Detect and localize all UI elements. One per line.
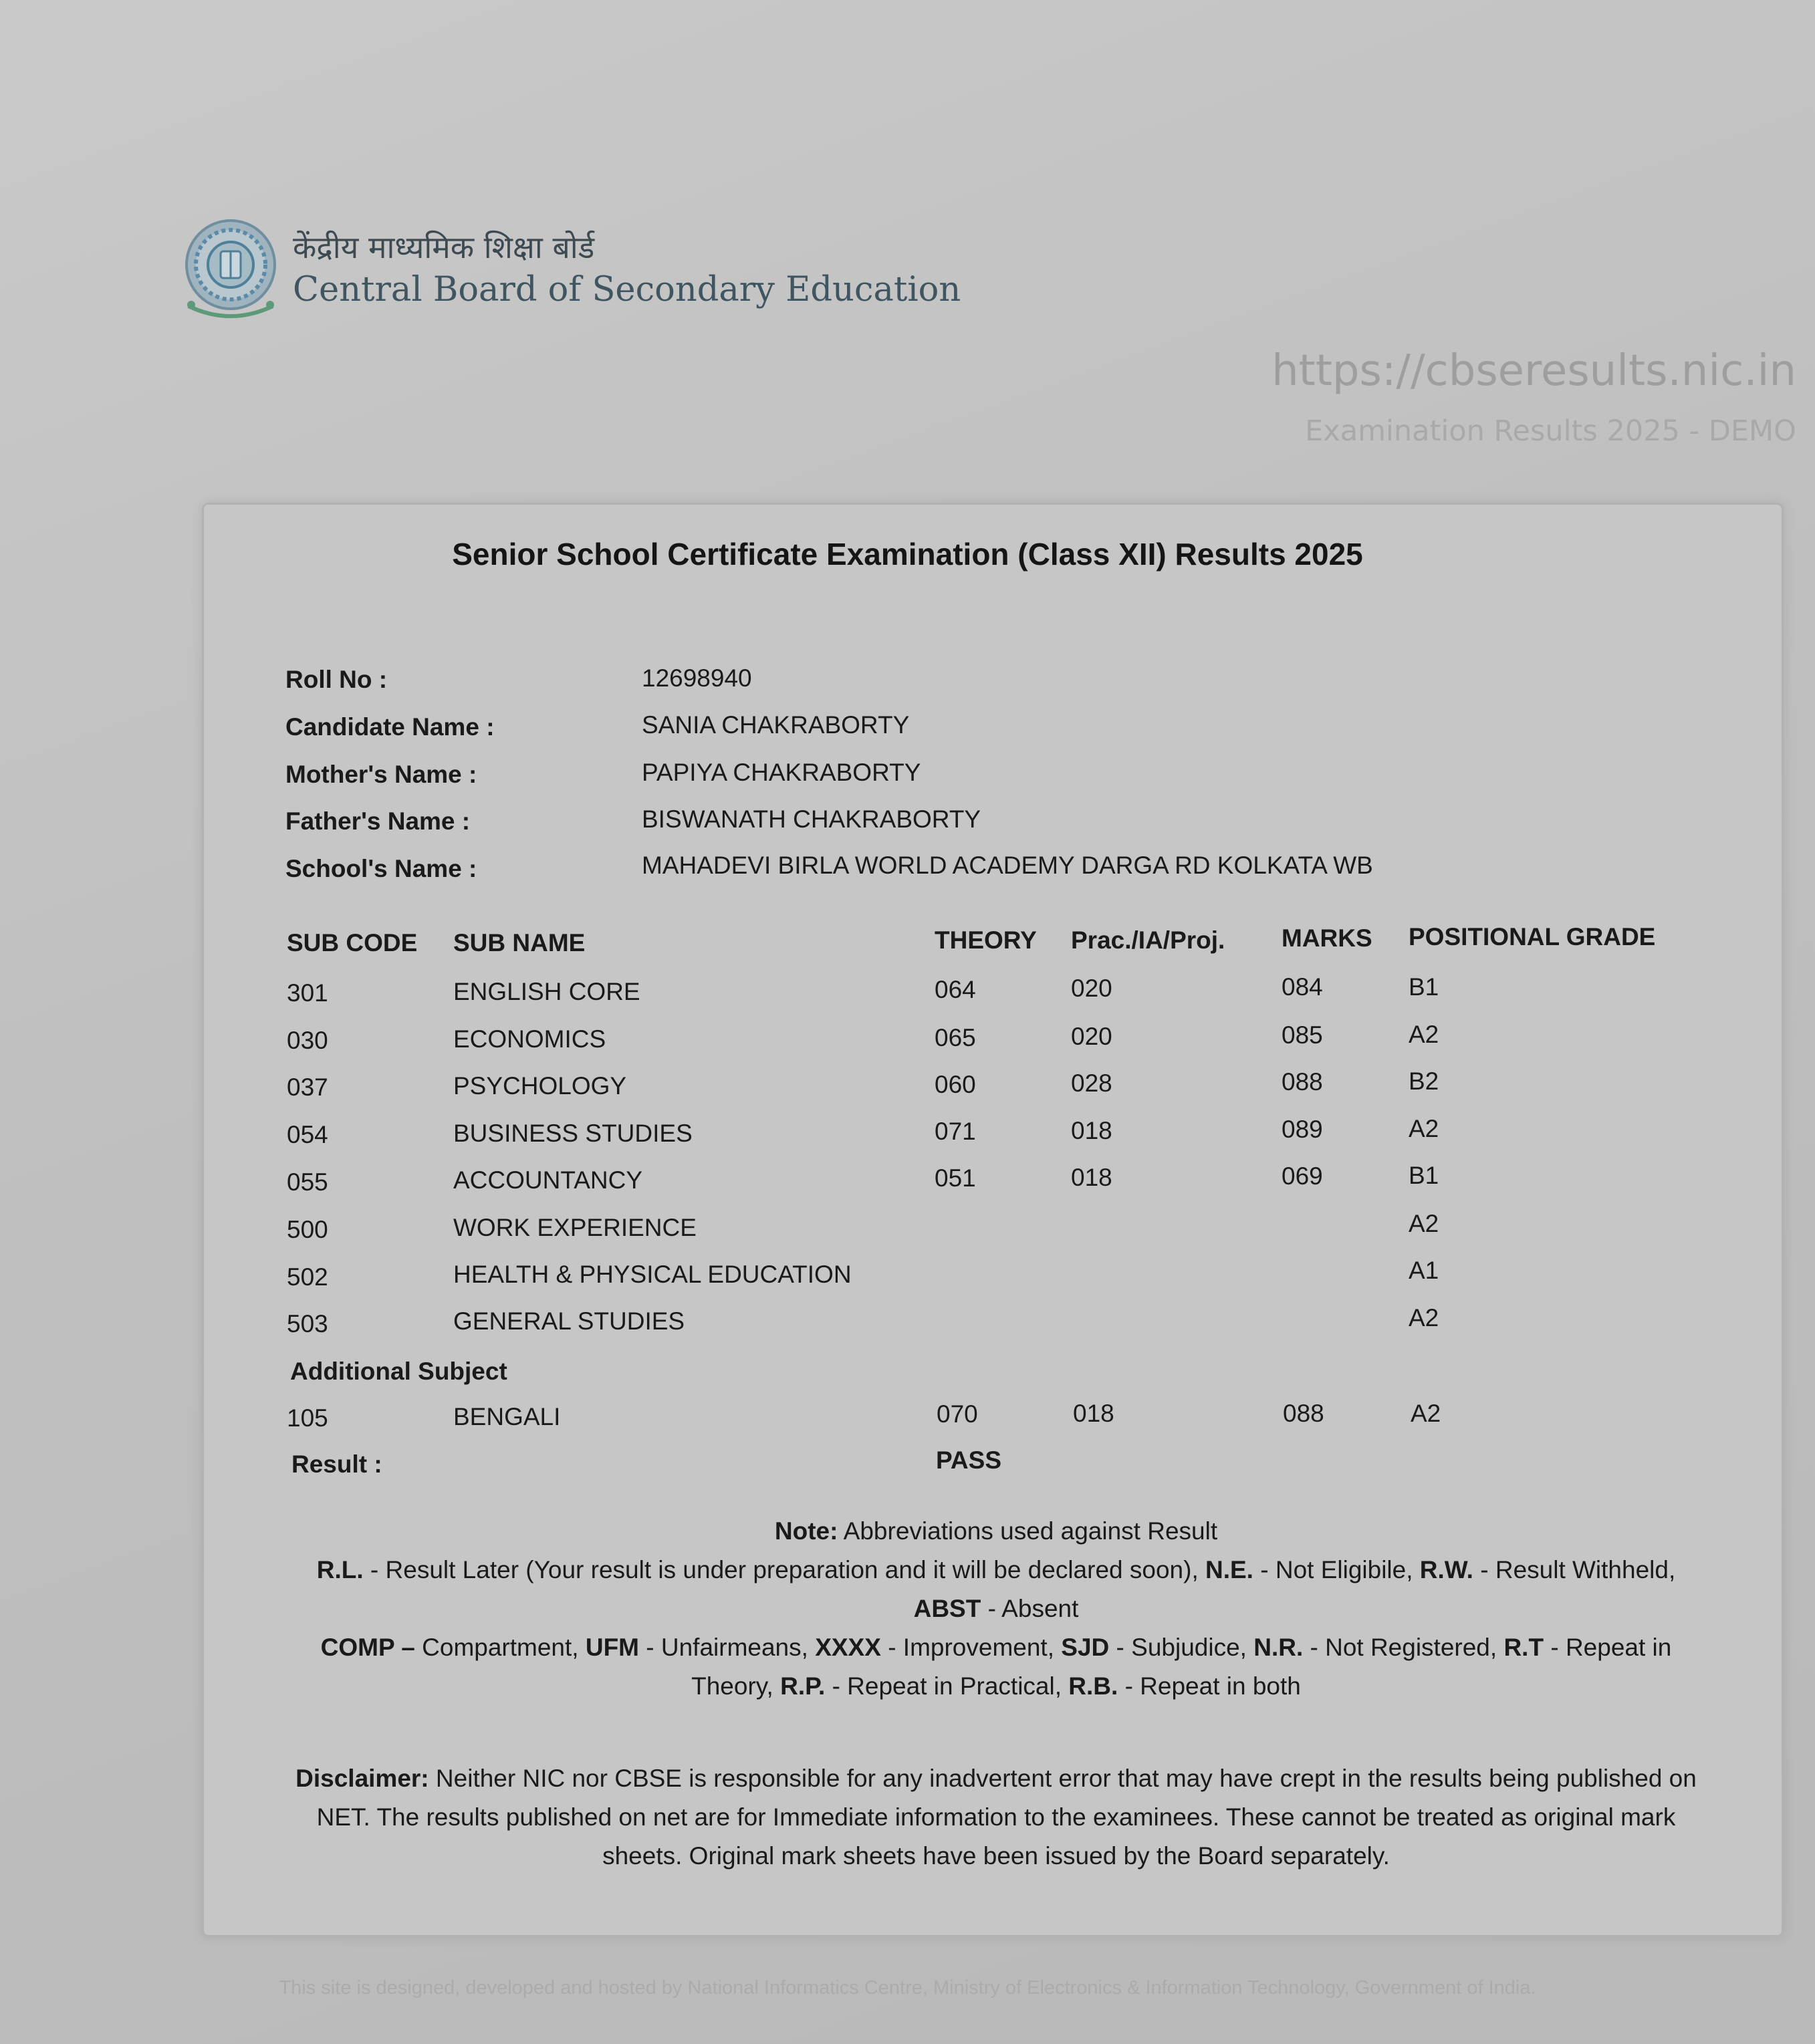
school-name-label: School's Name : <box>285 855 477 882</box>
abbr-ufm: UFM <box>585 1634 639 1661</box>
row-sub-code: 037 <box>287 1073 328 1101</box>
roll-no-value: 12698940 <box>642 664 752 692</box>
abbr-rt-text: - Repeat in Theory, <box>691 1634 1672 1700</box>
note-heading-text: Abbreviations used against Result <box>843 1517 1218 1545</box>
note-heading-line <box>294 1512 1698 1551</box>
disclaimer-text: Neither NIC nor CBSE is responsible for any inadvertent error that may have crept in the results being published on NET. The results published on net are for Immediate information to the examinees. These cannot be treated as original mark sheets. Original mark sheets have been issued by the Board separately. <box>316 1765 1697 1870</box>
additional-subject-label: Additional Subject <box>290 1358 507 1385</box>
roll-no-label: Roll No : <box>285 666 388 693</box>
abbr-nr-text: - Not Registered, <box>1310 1634 1497 1661</box>
header-positional-grade: POSITIONAL GRADE <box>1409 923 1656 950</box>
row-theory: 064 <box>935 976 976 1003</box>
abbr-ufm-text: - Unfairmeans, <box>646 1634 808 1661</box>
header-marks: MARKS <box>1282 924 1372 952</box>
abbr-rw: R.W. <box>1419 1556 1473 1583</box>
row-marks: 089 <box>1282 1116 1323 1143</box>
row-sub-name: BUSINESS STUDIES <box>453 1120 693 1147</box>
org-name-english: Central Board of Secondary Education <box>293 270 961 309</box>
header-theory: THEORY <box>935 926 1037 954</box>
row-grade: B1 <box>1409 1162 1439 1189</box>
row-grade: A2 <box>1409 1304 1439 1331</box>
result-value: PASS <box>936 1446 1002 1474</box>
note-section <box>294 1512 1698 1706</box>
row-marks: 069 <box>1282 1162 1323 1190</box>
row-theory: 060 <box>935 1071 976 1098</box>
header-sub-name: SUB NAME <box>453 929 586 956</box>
abbr-abst: ABST <box>913 1595 981 1622</box>
row-practical: 020 <box>1071 1023 1112 1050</box>
abbr-nr: N.R. <box>1253 1634 1304 1661</box>
abbr-rl: R.L. <box>316 1556 364 1583</box>
abbr-ne-text: - Not Eligibile, <box>1260 1556 1413 1583</box>
abbr-rb: R.B. <box>1068 1672 1118 1700</box>
abbr-sjd-text: - Subjudice, <box>1116 1634 1247 1661</box>
row-sub-code: 030 <box>287 1027 328 1054</box>
row-sub-code: 105 <box>287 1404 328 1432</box>
site-subtitle-watermark: Examination Results 2025 - DEMO <box>1305 414 1796 448</box>
abbr-rw-text: - Result Withheld, <box>1480 1556 1676 1583</box>
row-practical: 018 <box>1073 1400 1114 1427</box>
mother-name-label: Mother's Name : <box>285 761 477 788</box>
row-sub-code: 502 <box>287 1263 328 1291</box>
header-sub-code: SUB CODE <box>287 929 418 956</box>
abbr-rt: R.T <box>1503 1634 1544 1661</box>
father-name-value: BISWANATH CHAKRABORTY <box>642 805 981 833</box>
mother-name-value: PAPIYA CHAKRABORTY <box>642 759 921 786</box>
row-sub-code: 055 <box>287 1168 328 1196</box>
school-name-value: MAHADEVI BIRLA WORLD ACADEMY DARGA RD KOLKATA WB <box>642 852 1373 879</box>
result-label: Result : <box>291 1450 382 1478</box>
abbr-rb-text: - Repeat in both <box>1124 1672 1301 1700</box>
row-marks: 085 <box>1282 1021 1323 1049</box>
row-sub-code: 301 <box>287 979 328 1007</box>
row-grade: A2 <box>1409 1210 1439 1237</box>
abbr-rl-text: - Result Later (Your result is under preparation and it will be declared soon), <box>370 1556 1199 1583</box>
footer-credit: This site is designed, developed and hosted by National Informatics Centre, Ministry of Electronics & Information Technology, Government of India. <box>279 1977 1536 1999</box>
row-sub-name: ENGLISH CORE <box>453 978 640 1005</box>
row-practical: 028 <box>1071 1069 1112 1097</box>
abbr-xxxx: XXXX <box>815 1634 881 1661</box>
row-sub-name: BENGALI <box>453 1403 561 1430</box>
abbr-abst-text: - Absent <box>987 1595 1079 1622</box>
abbr-ne: N.E. <box>1205 1556 1253 1583</box>
row-sub-name: PSYCHOLOGY <box>453 1072 627 1100</box>
row-sub-name: ACCOUNTANCY <box>453 1166 642 1194</box>
note-line-1 <box>294 1551 1698 1628</box>
row-grade: B2 <box>1409 1067 1439 1095</box>
row-sub-code: 054 <box>287 1121 328 1148</box>
father-name-label: Father's Name : <box>285 807 471 835</box>
candidate-name-value: SANIA CHAKRABORTY <box>642 711 910 739</box>
disclaimer-label: Disclaimer: <box>295 1765 429 1792</box>
candidate-name-label: Candidate Name : <box>285 713 495 741</box>
abbr-rp-text: - Repeat in Practical, <box>832 1672 1062 1700</box>
row-grade: A1 <box>1409 1257 1439 1284</box>
row-grade: A2 <box>1411 1400 1441 1427</box>
row-sub-code: 503 <box>287 1310 328 1337</box>
header-practical: Prac./IA/Proj. <box>1071 926 1225 954</box>
row-grade: A2 <box>1409 1115 1439 1142</box>
row-marks: 088 <box>1282 1068 1323 1096</box>
row-grade: A2 <box>1409 1021 1439 1048</box>
row-grade: B1 <box>1409 973 1439 1001</box>
row-sub-name: ECONOMICS <box>453 1025 606 1053</box>
note-heading: Note: <box>774 1517 838 1545</box>
row-sub-name: WORK EXPERIENCE <box>453 1214 697 1241</box>
row-theory: 065 <box>935 1024 976 1051</box>
cbse-logo <box>182 213 279 326</box>
row-practical: 020 <box>1071 975 1112 1002</box>
abbr-xxxx-text: - Improvement, <box>888 1634 1054 1661</box>
row-marks: 088 <box>1283 1400 1324 1427</box>
abbr-comp: COMP – <box>320 1634 415 1661</box>
org-name-hindi: केंद्रीय माध्यमिक शिक्षा बोर्ड <box>293 229 595 265</box>
row-sub-name: GENERAL STUDIES <box>453 1307 685 1335</box>
abbr-sjd: SJD <box>1061 1634 1110 1661</box>
disclaimer-section <box>294 1759 1698 1876</box>
page-title: Senior School Certificate Examination (Class XII) Results 2025 <box>452 537 1363 571</box>
row-practical: 018 <box>1071 1117 1112 1144</box>
row-sub-name: HEALTH & PHYSICAL EDUCATION <box>453 1261 852 1288</box>
note-line-2 <box>294 1628 1698 1706</box>
abbr-comp-text: Compartment, <box>422 1634 579 1661</box>
abbr-rp: R.P. <box>780 1672 826 1700</box>
row-theory: 051 <box>935 1164 976 1192</box>
row-practical: 018 <box>1071 1164 1112 1191</box>
row-sub-code: 500 <box>287 1216 328 1243</box>
row-theory: 071 <box>935 1118 976 1145</box>
row-marks: 084 <box>1282 973 1323 1001</box>
site-url-watermark: https://cbseresults.nic.in <box>1272 346 1796 396</box>
row-theory: 070 <box>937 1400 978 1428</box>
